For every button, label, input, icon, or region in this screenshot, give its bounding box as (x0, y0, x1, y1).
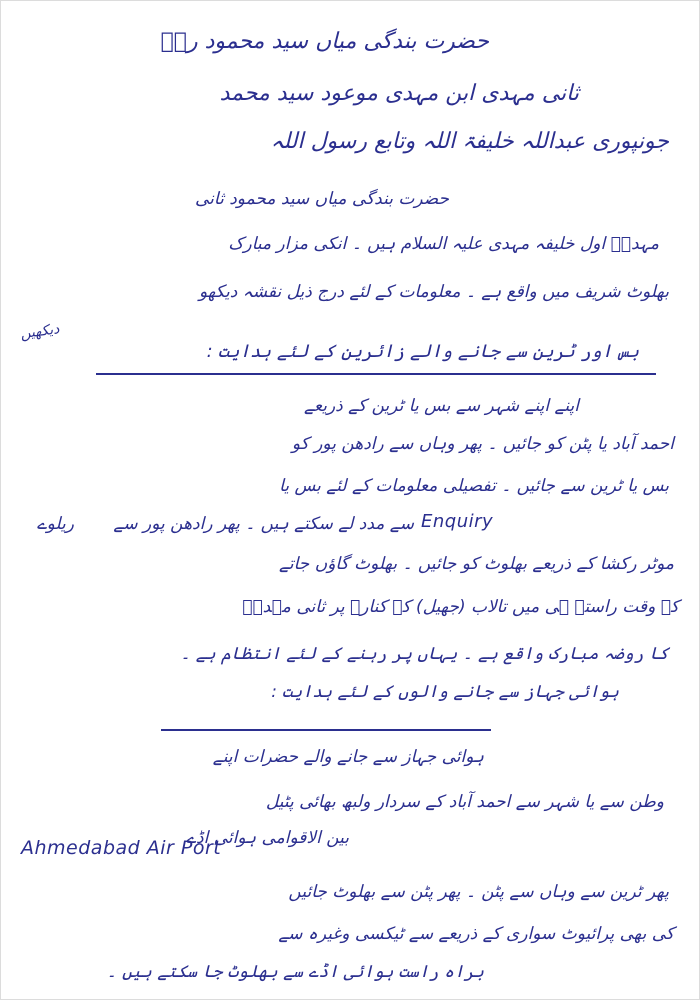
air-line-4: کی بھی پرائیوٹ سواری کے ذریعے سے ٹیکسی وغیرہ سے (278, 924, 674, 944)
airport-english-label: Ahmedabad Air Port (21, 837, 222, 859)
title-line-1: حضرت بندگی میاں سید محمود رضؓ (160, 29, 489, 54)
intro-line-2: بھلوٹ شریف میں واقع ہے ۔ معلومات کے لئے درج ذیل نقشہ دیکھو (199, 282, 669, 302)
air-line-2: بین الاقوامی ہوائی اڈے (186, 828, 349, 848)
bus-line-5: موٹر رکشا کے ذریعے بھلوٹ کو جائیں ۔ بھلوٹ گاؤں جاتے (278, 554, 674, 574)
subtitle: حضرت بندگی میاں سید محمود ثانی (195, 189, 449, 209)
bus-line-6: کے وقت راستے ہی میں تالاب (جھیل) کے کنارے پر ثانی مہدیؑ (242, 597, 679, 617)
bus-line-7: کا روضہ مبارک واقع ہے ۔ یہاں پر رہنے کے لئے انتظام ہے ۔ (180, 644, 669, 664)
bus-heading-underline (96, 373, 656, 375)
bus-line-4-english: Enquiry (421, 511, 494, 532)
bus-line-4-rest: سے مدد لے سکتے ہیں ۔ پھر رادھن پور سے (113, 514, 414, 534)
air-heading-underline (161, 729, 491, 731)
margin-note: دیکھیں (19, 321, 61, 343)
title-line-3: جونپوری عبداللہ خلیفۃ اللہ وتابع رسول اللہ (270, 129, 669, 154)
bus-line-3: بس یا ٹرین سے جائیں ۔ تفصیلی معلومات کے لئے بس یا (279, 476, 669, 496)
bus-line-4-urdu: ریلوے (36, 514, 74, 534)
air-heading: ہوائی جہاز سے جانے والے حضرات اپنے (212, 747, 484, 767)
bus-line-1: اپنے اپنے شہر سے بس یا ٹرین کے ذریعے (304, 396, 579, 416)
air-line-5: براہ راست ہوائی اڈے سے بھلوٹ جا سکتے ہیں ۔ (106, 962, 484, 982)
air-line-3: پھر ٹرین سے وہاں سے پٹن ۔ پھر پٹن سے بھلوٹ جائیں (288, 882, 669, 902)
title-line-2: ثانی مہدی ابن مہدی موعود سید محمد (219, 81, 579, 106)
air-line-1: وطن سے یا شہر سے احمد آباد کے سردار ولبھ بھائی پٹیل (265, 792, 664, 812)
bus-heading: بس اور ٹرین سے جانے والے زائرین کے لئے ہدایت : (206, 341, 639, 362)
intro-line-1: مہدیؑ اول خلیفہ مہدی علیہ السلام ہیں ۔ انکی مزار مبارک (228, 234, 659, 254)
bus-line-2: احمد آباد یا پٹن کو جائیں ۔ پھر وہاں سے رادھن پور کو (291, 434, 674, 454)
bus-line-8: ہوائی جہاز سے جانے والوں کے لئے ہدایت : (271, 682, 619, 702)
